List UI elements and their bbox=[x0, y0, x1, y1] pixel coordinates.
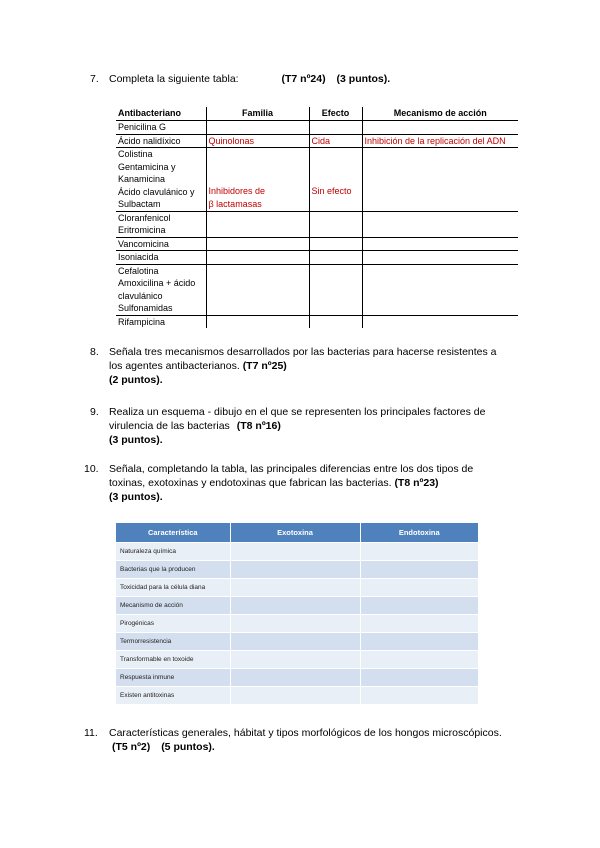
table-row bbox=[116, 669, 478, 687]
drug-line: clavulánico bbox=[118, 290, 163, 301]
drug-line: Ácido clavulánico y bbox=[118, 186, 195, 197]
question-text: Características generales, hábitat y tipos morfológicos de los hongos microscópicos. bbox=[109, 727, 502, 739]
table-row bbox=[116, 615, 478, 633]
characteristic-cell: Toxicidad para la célula diana bbox=[116, 579, 230, 597]
family-cell: Quinolonas bbox=[206, 134, 309, 148]
question-points: (3 puntos). bbox=[109, 434, 163, 446]
family-line: β lactamasas bbox=[208, 198, 262, 209]
family-cell bbox=[206, 148, 309, 212]
characteristic-cell: Naturaleza química bbox=[116, 543, 230, 561]
characteristic-cell: Mecanismo de acción bbox=[116, 597, 230, 615]
question-text: Señala tres mecanismos desarrollados por las bacterias para hacerse resistentes a bbox=[109, 346, 497, 358]
question-number: 7. bbox=[90, 73, 99, 85]
table-row bbox=[116, 134, 518, 148]
table-row bbox=[116, 121, 518, 135]
table-row bbox=[116, 651, 478, 669]
effect-cell bbox=[309, 148, 362, 212]
question-number: 10. bbox=[84, 463, 99, 475]
toxin-table bbox=[116, 523, 478, 704]
question-ref: (T7 nº24) bbox=[281, 73, 326, 85]
header-efecto: Efecto bbox=[309, 107, 362, 121]
antibacterial-table bbox=[116, 107, 518, 328]
drug-cell bbox=[116, 148, 206, 212]
header-caracteristica: Característica bbox=[116, 523, 230, 543]
table-row bbox=[116, 543, 478, 561]
characteristic-cell: Bacterias que la producen bbox=[116, 561, 230, 579]
drug-line: Sulbactam bbox=[118, 199, 161, 209]
effect-cell: Cida bbox=[309, 134, 362, 148]
drug-line: Cloranfenicol bbox=[118, 212, 171, 223]
drug-line: Kanamicina bbox=[118, 174, 166, 184]
table-row bbox=[116, 148, 518, 212]
characteristic-cell: Termorresistencia bbox=[116, 633, 230, 651]
drug-cell: Rifampicina bbox=[118, 316, 166, 327]
table-row bbox=[116, 561, 478, 579]
question-ref: (T5 nº2) bbox=[112, 741, 151, 753]
drug-cell bbox=[116, 264, 206, 315]
header-mecanismo: Mecanismo de acción bbox=[362, 107, 518, 121]
header-familia: Familia bbox=[206, 107, 309, 121]
table-row bbox=[116, 315, 518, 328]
table-row bbox=[116, 251, 518, 265]
question-points: (2 puntos). bbox=[109, 374, 163, 386]
question-text: virulencia de las bacterias bbox=[109, 420, 230, 432]
drug-cell: Isoniacida bbox=[116, 251, 206, 265]
characteristic-cell: Transformable en toxoide bbox=[116, 651, 230, 669]
question-text: toxinas, exotoxinas y endotoxinas que fabrican las bacterias. bbox=[109, 477, 392, 489]
table-row bbox=[116, 211, 518, 237]
drug-line: Sulfonamidas bbox=[118, 303, 173, 313]
question-text: Realiza un esquema - dibujo en el que se representen los principales factores de bbox=[109, 406, 486, 418]
header-endotoxina: Endotoxina bbox=[360, 523, 478, 543]
drug-cell: Vancomicina bbox=[116, 237, 206, 251]
table-row bbox=[116, 597, 478, 615]
drug-line: Gentamicina y bbox=[118, 161, 176, 172]
drug-line: Eritromicina bbox=[118, 225, 166, 235]
question-points: (3 puntos). bbox=[336, 73, 391, 85]
question-points: (5 puntos). bbox=[161, 741, 215, 753]
drug-cell bbox=[116, 211, 206, 237]
effect-line: Sin efecto bbox=[311, 186, 352, 196]
drug-line: Amoxicilina + ácido bbox=[118, 278, 196, 288]
table-row bbox=[116, 237, 518, 251]
header-antibacteriano: Antibacteriano bbox=[116, 107, 206, 121]
drug-cell: Ácido nalidíxico bbox=[116, 134, 206, 148]
question-text: Completa la siguiente tabla: bbox=[109, 73, 239, 85]
question-number: 9. bbox=[90, 406, 99, 418]
question-points: (3 puntos). bbox=[109, 491, 163, 503]
table-row bbox=[116, 633, 478, 651]
question-number: 11. bbox=[84, 727, 98, 739]
table-row bbox=[116, 687, 478, 705]
header-exotoxina: Exotoxina bbox=[230, 523, 360, 543]
family-line: Inhibidores de bbox=[208, 186, 266, 196]
drug-line: Cefalotina bbox=[118, 265, 159, 276]
table-row bbox=[116, 579, 478, 597]
question-ref: (T8 nº16) bbox=[236, 420, 281, 432]
characteristic-cell: Respuesta inmune bbox=[116, 669, 230, 687]
question-text: Señala, completando la tabla, las principales diferencias entre los dos tipos de bbox=[109, 463, 474, 475]
table-row bbox=[116, 264, 518, 315]
drug-cell: Penicilina G bbox=[116, 121, 206, 135]
drug-line: Colistina bbox=[118, 149, 153, 159]
characteristic-cell: Existen antitoxinas bbox=[116, 687, 230, 705]
mechanism-cell: Inhibición de la replicación del ADN bbox=[362, 134, 518, 148]
question-ref: (T7 nº25) bbox=[242, 360, 287, 372]
question-ref: (T8 nº23) bbox=[394, 477, 439, 489]
question-text: los agentes antibacterianos. bbox=[109, 360, 240, 372]
question-number: 8. bbox=[90, 346, 99, 358]
characteristic-cell: Pirogénicas bbox=[116, 615, 230, 633]
